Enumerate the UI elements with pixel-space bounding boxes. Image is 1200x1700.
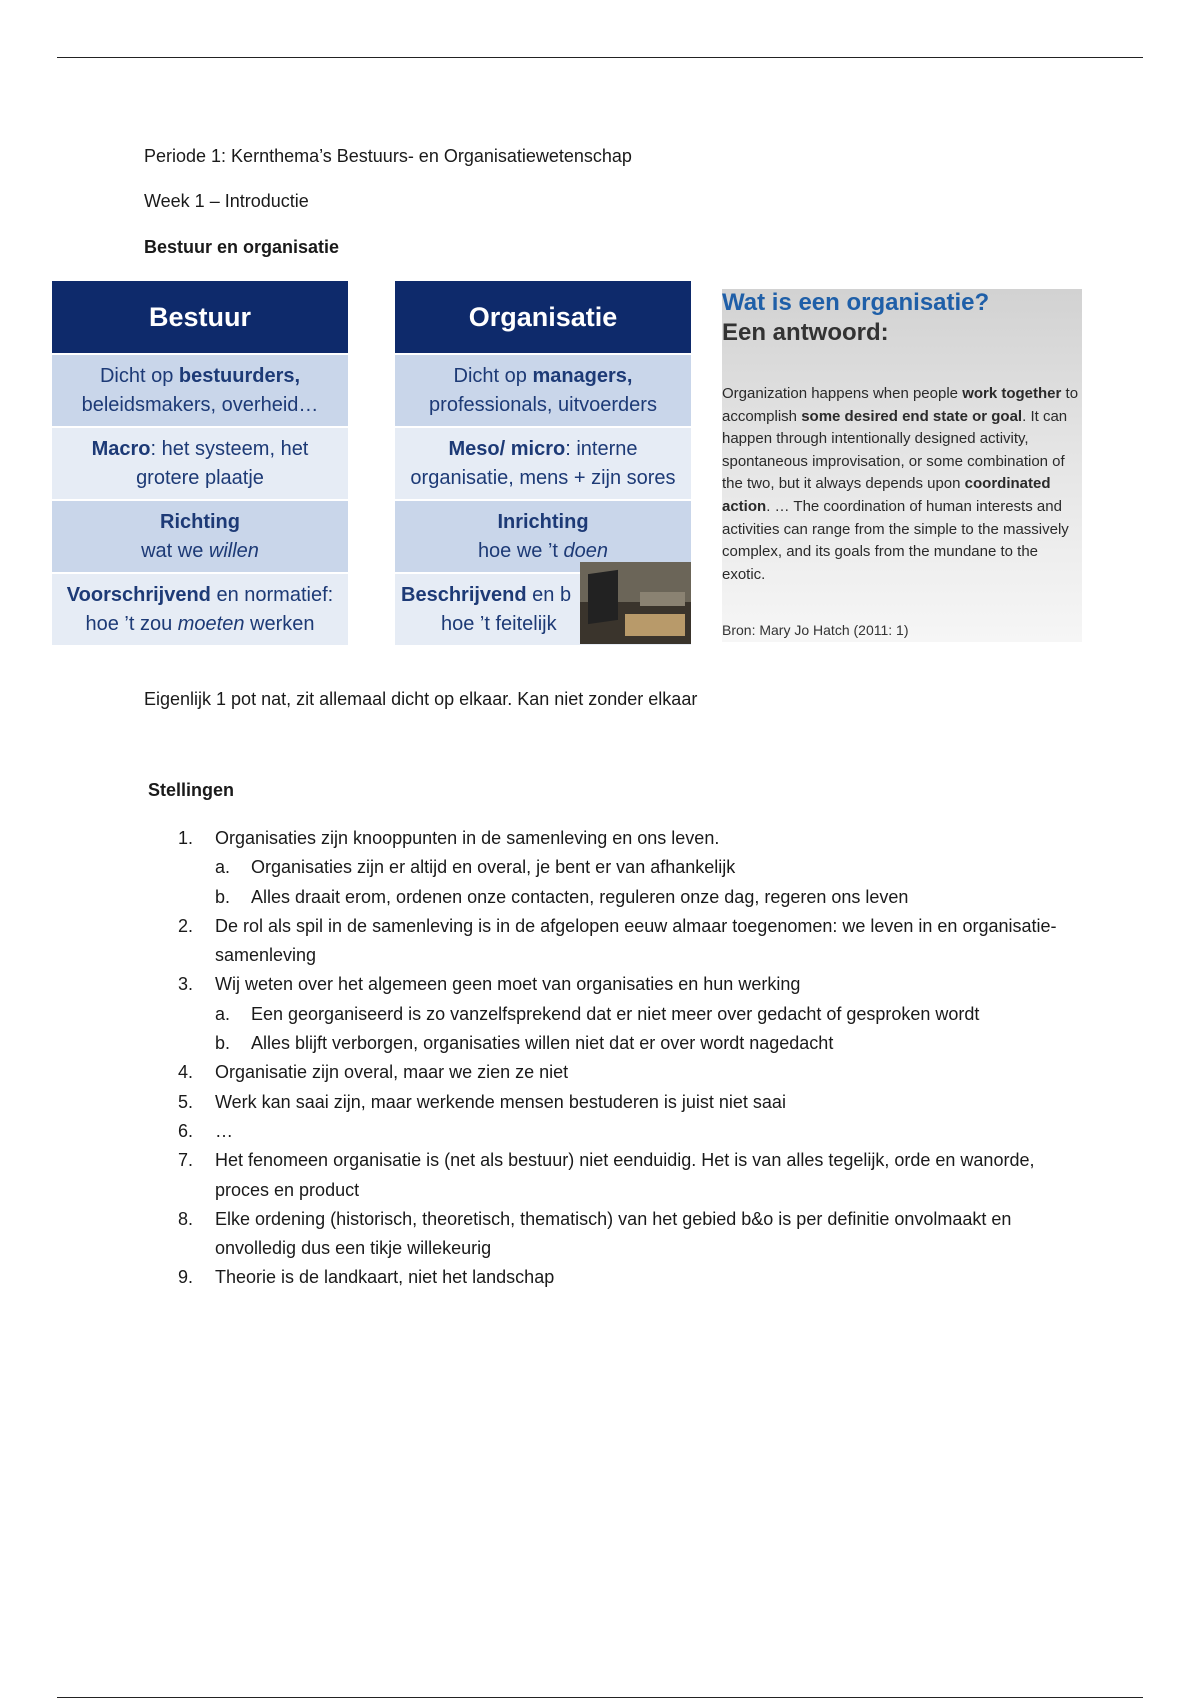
list-item: 5. Werk kan saai zijn, maar werkende mensen bestuderen is juist niet saai	[178, 1091, 786, 1112]
column-row: Meso/ micro: interne organisatie, mens + zijn sores	[395, 426, 691, 499]
slide-source: Bron: Mary Jo Hatch (2011: 1)	[722, 622, 909, 638]
footer-rule	[57, 1697, 1143, 1698]
course-title: Periode 1: Kernthema’s Bestuurs- en Organisatiewetenschap	[144, 146, 632, 166]
column-row: Inrichting hoe we ’t doen	[395, 499, 691, 572]
slide-quote: Organization happens when people work together to accomplish some desired end state or goal. It can happen through intentionally designed activity, spontaneous improvisation, or some combination of the two, but it always depends upon coordinated action. … The coordination of human interests and activities can range from the simple to the massively complex, and its goals from the mundane to the exotic.	[722, 385, 1079, 583]
column-row: Dicht op bestuurders, beleidsmakers, overheid…	[52, 353, 348, 426]
list-item: 1. Organisaties zijn knooppunten in de samenleving en ons leven.	[178, 828, 720, 848]
note-text: Eigenlijk 1 pot nat, zit allemaal dicht op elkaar. Kan niet zonder elkaar	[144, 689, 698, 709]
list-subitem: b. Alles draait erom, ordenen onze contacten, reguleren onze dag, regeren ons leven	[215, 886, 909, 907]
column-row: Beschrijvend en b hoe ’t feitelijk	[395, 572, 691, 645]
list-subitem: a. Een georganiseerd is zo vanzelfsprekend dat er niet meer over gedacht of gesproken wordt	[215, 1003, 980, 1024]
header-rule	[57, 57, 1143, 58]
list-item: 3. Wij weten over het algemeen geen moet van organisaties en hun werking	[178, 974, 801, 995]
column-row: Dicht op managers, professionals, uitvoerders	[395, 353, 691, 426]
column-row: Macro: het systeem, het grotere plaatje	[52, 426, 348, 499]
stellingen-list	[178, 824, 1078, 1293]
list-item: 4. Organisatie zijn overal, maar we zien ze niet	[178, 1062, 569, 1083]
section-heading: Bestuur en organisatie	[144, 237, 340, 257]
column-header: Bestuur	[52, 281, 348, 353]
list-subitem: a. Organisaties zijn er altijd en overal, je bent er van afhankelijk	[215, 857, 736, 878]
list-item: 8. Elke ordening (historisch, theoretisch, thematisch) van het gebied b&o is per definitie onvolmaakt en onvolledig dus een tikje willekeurig	[178, 1208, 1012, 1259]
stellingen-heading: Stellingen	[148, 780, 235, 800]
list-item: 7. Het fenomeen organisatie is (net als bestuur) niet eenduidig. Het is van alles tegelijk, orde en wanorde, proces en product	[178, 1150, 1035, 1200]
slide-answer-label: Een antwoord:	[722, 319, 889, 346]
week-title: Week 1 – Introductie	[144, 191, 309, 211]
definition-slide	[722, 289, 1082, 642]
list-item: 2. De rol als spil in de samenleving is in de afgelopen eeuw almaar toegenomen: we leven in en organisatie-samenleving	[178, 915, 1057, 966]
column-row: Richting wat we willen	[52, 499, 348, 572]
list-item: 9. Theorie is de landkaart, niet het landschap	[178, 1267, 555, 1288]
list-subitem: b. Alles blijft verborgen, organisaties willen niet dat er over wordt nagedacht	[215, 1033, 834, 1054]
column-header: Organisatie	[395, 281, 691, 353]
column-row: Voorschrijvend en normatief: hoe ’t zou moeten werken	[52, 572, 348, 645]
classroom-photo	[580, 562, 691, 644]
bestuur-column	[52, 281, 348, 645]
slide-question: Wat is een organisatie?	[722, 289, 990, 316]
list-item: 6. …	[178, 1120, 233, 1141]
